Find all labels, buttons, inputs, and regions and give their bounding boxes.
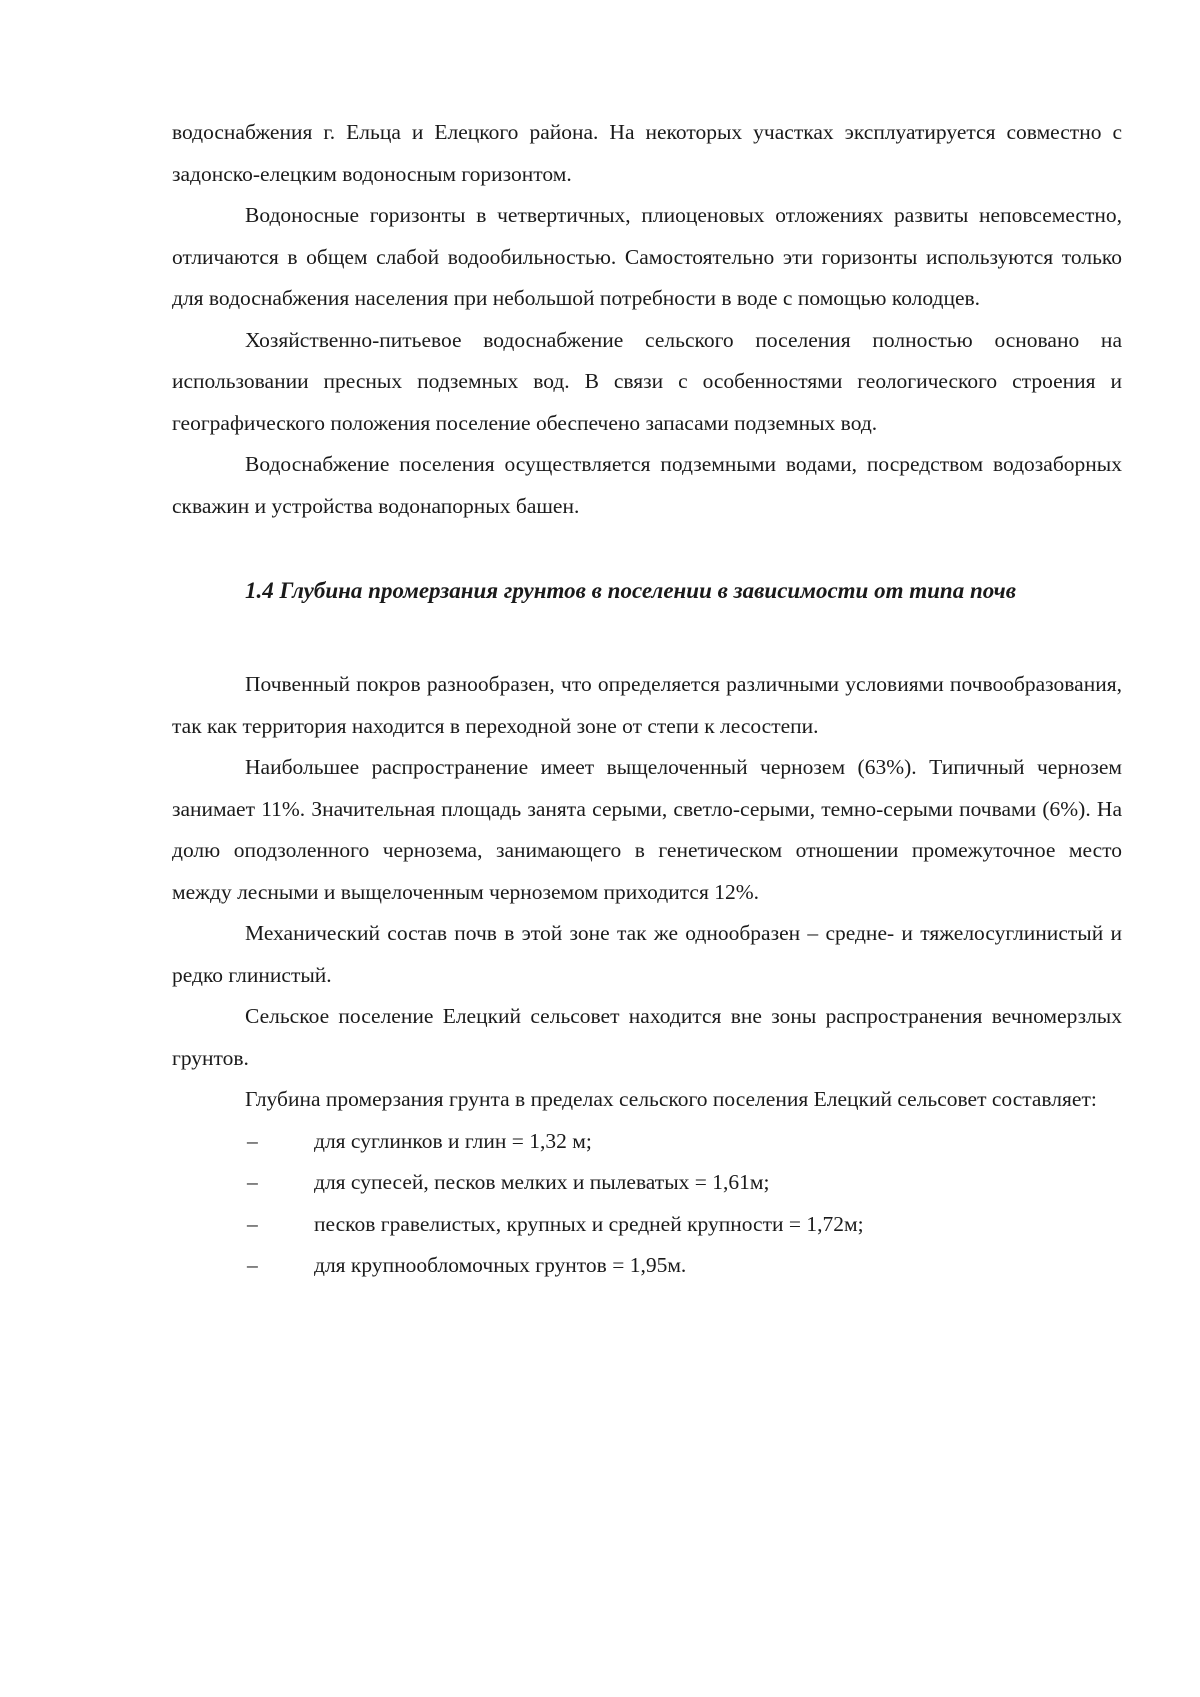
- list-item-text: песков гравелистых, крупных и средней крупности = 1,72м;: [314, 1211, 864, 1236]
- list-dash: –: [247, 1253, 258, 1277]
- paragraph-aquifers: Водоносные горизонты в четвертичных, плиоценовых отложениях развиты неповсеместно, отличаются в общем слабой водообильностью. Самостоятельно эти горизонты используются только для водоснабжения населения при небольшой потребности в воде с помощью колодцев.: [172, 203, 1122, 310]
- freezing-depth-list: [172, 1121, 1122, 1287]
- list-item: [172, 1162, 1122, 1204]
- paragraph-soil-distribution: Наибольшее распространение имеет выщелоченный чернозем (63%). Типичный чернозем занимает 11%. Значительная площадь занята серыми, светло-серыми, темно-серыми почвами (6%). На долю оподзоленного чернозема, занимающего в генетическом отношении промежуточное место между лесными и выщелоченным черноземом приходится 12%.: [172, 755, 1122, 904]
- paragraph-soil-composition: Механический состав почв в этой зоне так же однообразен – средне- и тяжелосуглинистый и редко глинистый.: [172, 921, 1122, 987]
- document-page: [172, 112, 1122, 1287]
- spacer: [172, 527, 1122, 567]
- list-dash: –: [247, 1170, 258, 1194]
- list-item: [172, 1121, 1122, 1163]
- list-dash: –: [247, 1128, 258, 1153]
- section-heading: 1.4 Глубина промерзания грунтов в поселении в зависимости от типа почв: [245, 578, 1016, 603]
- paragraph-permafrost: Сельское поселение Елецкий сельсовет находится вне зоны распространения вечномерзлых грунтов.: [172, 1004, 1122, 1070]
- spacer: [172, 614, 1122, 664]
- paragraph-soil-cover: Почвенный покров разнообразен, что определяется различными условиями почвообразования, так как территория находится в переходной зоне от степи к лесостепи.: [172, 672, 1122, 738]
- list-item-text: для крупнообломочных грунтов = 1,95м.: [314, 1253, 687, 1277]
- paragraph-drinking-water: Хозяйственно-питьевое водоснабжение сельского поселения полностью основано на использовании пресных подземных вод. В связи с особенностями геологического строения и географического положения поселение обеспечено запасами подземных вод.: [172, 327, 1122, 435]
- paragraph-water-supply-continuation: водоснабжения г. Ельца и Елецкого района. На некоторых участках эксплуатируется совместно с задонско-елецким водоносным горизонтом.: [172, 120, 1122, 186]
- list-item-text: для суглинков и глин = 1,32 м;: [314, 1128, 592, 1153]
- paragraph-water-wells: Водоснабжение поселения осуществляется подземными водами, посредством водозаборных скважин и устройства водонапорных башен.: [172, 452, 1122, 518]
- list-item: [172, 1245, 1122, 1287]
- list-item-text: для супесей, песков мелких и пылеватых = 1,61м;: [314, 1170, 770, 1194]
- paragraph-freezing-depth: Глубина промерзания грунта в пределах сельского поселения Елецкий сельсовет составляет:: [245, 1087, 1097, 1111]
- list-item: [172, 1204, 1122, 1246]
- list-dash: –: [247, 1211, 258, 1236]
